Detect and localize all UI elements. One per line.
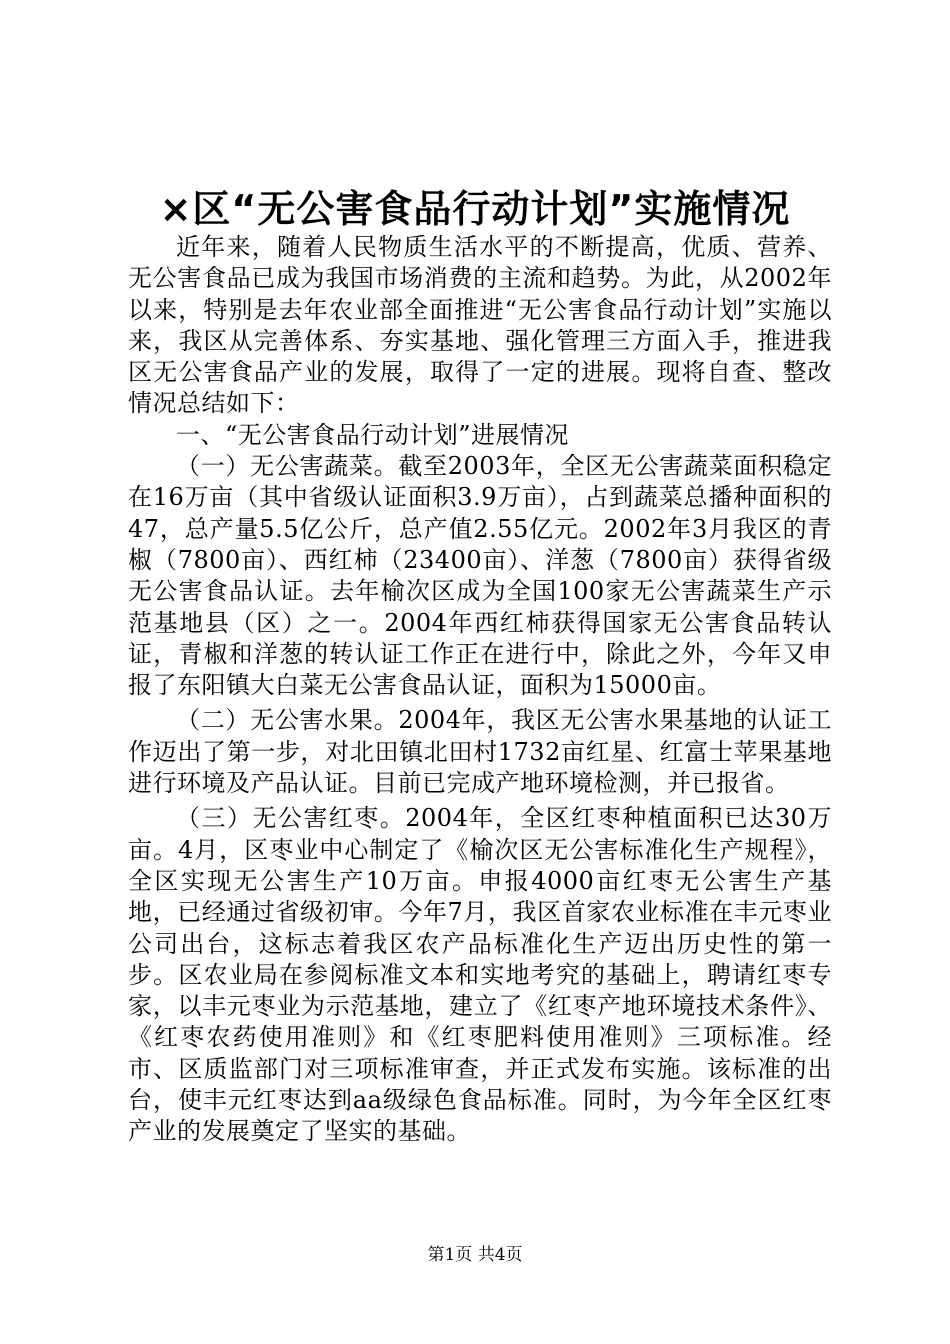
page-footer: 第1页 共4页 xyxy=(427,1245,523,1265)
vegetables-paragraph: （一）无公害蔬菜。截至2003年，全区无公害蔬菜面积稳定在16万亩（其中省级认证面积3.9万亩），占到蔬菜总播种面积的47，总产量5.5亿公斤，总产值2.55亿元。2002年3月我区的青椒（7800亩）、西红柿（23400亩）、洋葱（7800亩）获得省级无公害食品认证。去年榆次区成为全国100家无公害蔬菜生产示范基地县（区）之一。2004年西红柿获得国家无公害食品转认证，青椒和洋葱的转认证工作正在进行中，除此之外，今年又申报了东阳镇大白菜无公害食品认证，面积为15000亩。 xyxy=(128,452,832,700)
document-body xyxy=(128,232,832,1148)
document-title: ×区“无公害食品行动计划”实施情况 xyxy=(159,187,791,231)
jujube-paragraph: （三）无公害红枣。2004年，全区红枣种植面积已达30万亩。4月，区枣业中心制定了《榆次区无公害标准化生产规程》，全区实现无公害生产10万亩。申报4000亩红枣无公害生产基地，已经通过省级初审。今年7月，我区首家农业标准在丰元枣业公司出台，这标志着我区农产品标准化生产迈出历史性的第一步。区农业局在参阅标准文本和实地考究的基础上，聘请红枣专家，以丰元枣业为示范基地，建立了《红枣产地环境技术条件》、《红枣农药使用准则》和《红枣肥料使用准则》三项标准。经市、区质监部门对三项标准审查，并正式发布实施。该标准的出台，使丰元红枣达到aa级绿色食品标准。同时，为今年全区红枣产业的发展奠定了坚实的基础。 xyxy=(128,804,832,1146)
fruits-paragraph: （二）无公害水果。2004年，我区无公害水果基地的认证工作迈出了第一步，对北田镇北田村1732亩红星、红富士苹果基地进行环境及产品认证。目前已完成产地环境检测，并已报省。 xyxy=(128,706,832,798)
section-heading: 一、“无公害食品行动计划”进展情况 xyxy=(176,420,570,449)
intro-paragraph: 近年来，随着人民物质生活水平的不断提高，优质、营养、无公害食品已成为我国市场消费的主流和趋势。为此，从2002年以来，特别是去年农业部全面推进“无公害食品行动计划”实施以来，我区从完善体系、夯实基地、强化管理三方面入手，推进我区无公害食品产业的发展，取得了一定的进展。现将自查、整改情况总结如下： xyxy=(128,233,832,418)
